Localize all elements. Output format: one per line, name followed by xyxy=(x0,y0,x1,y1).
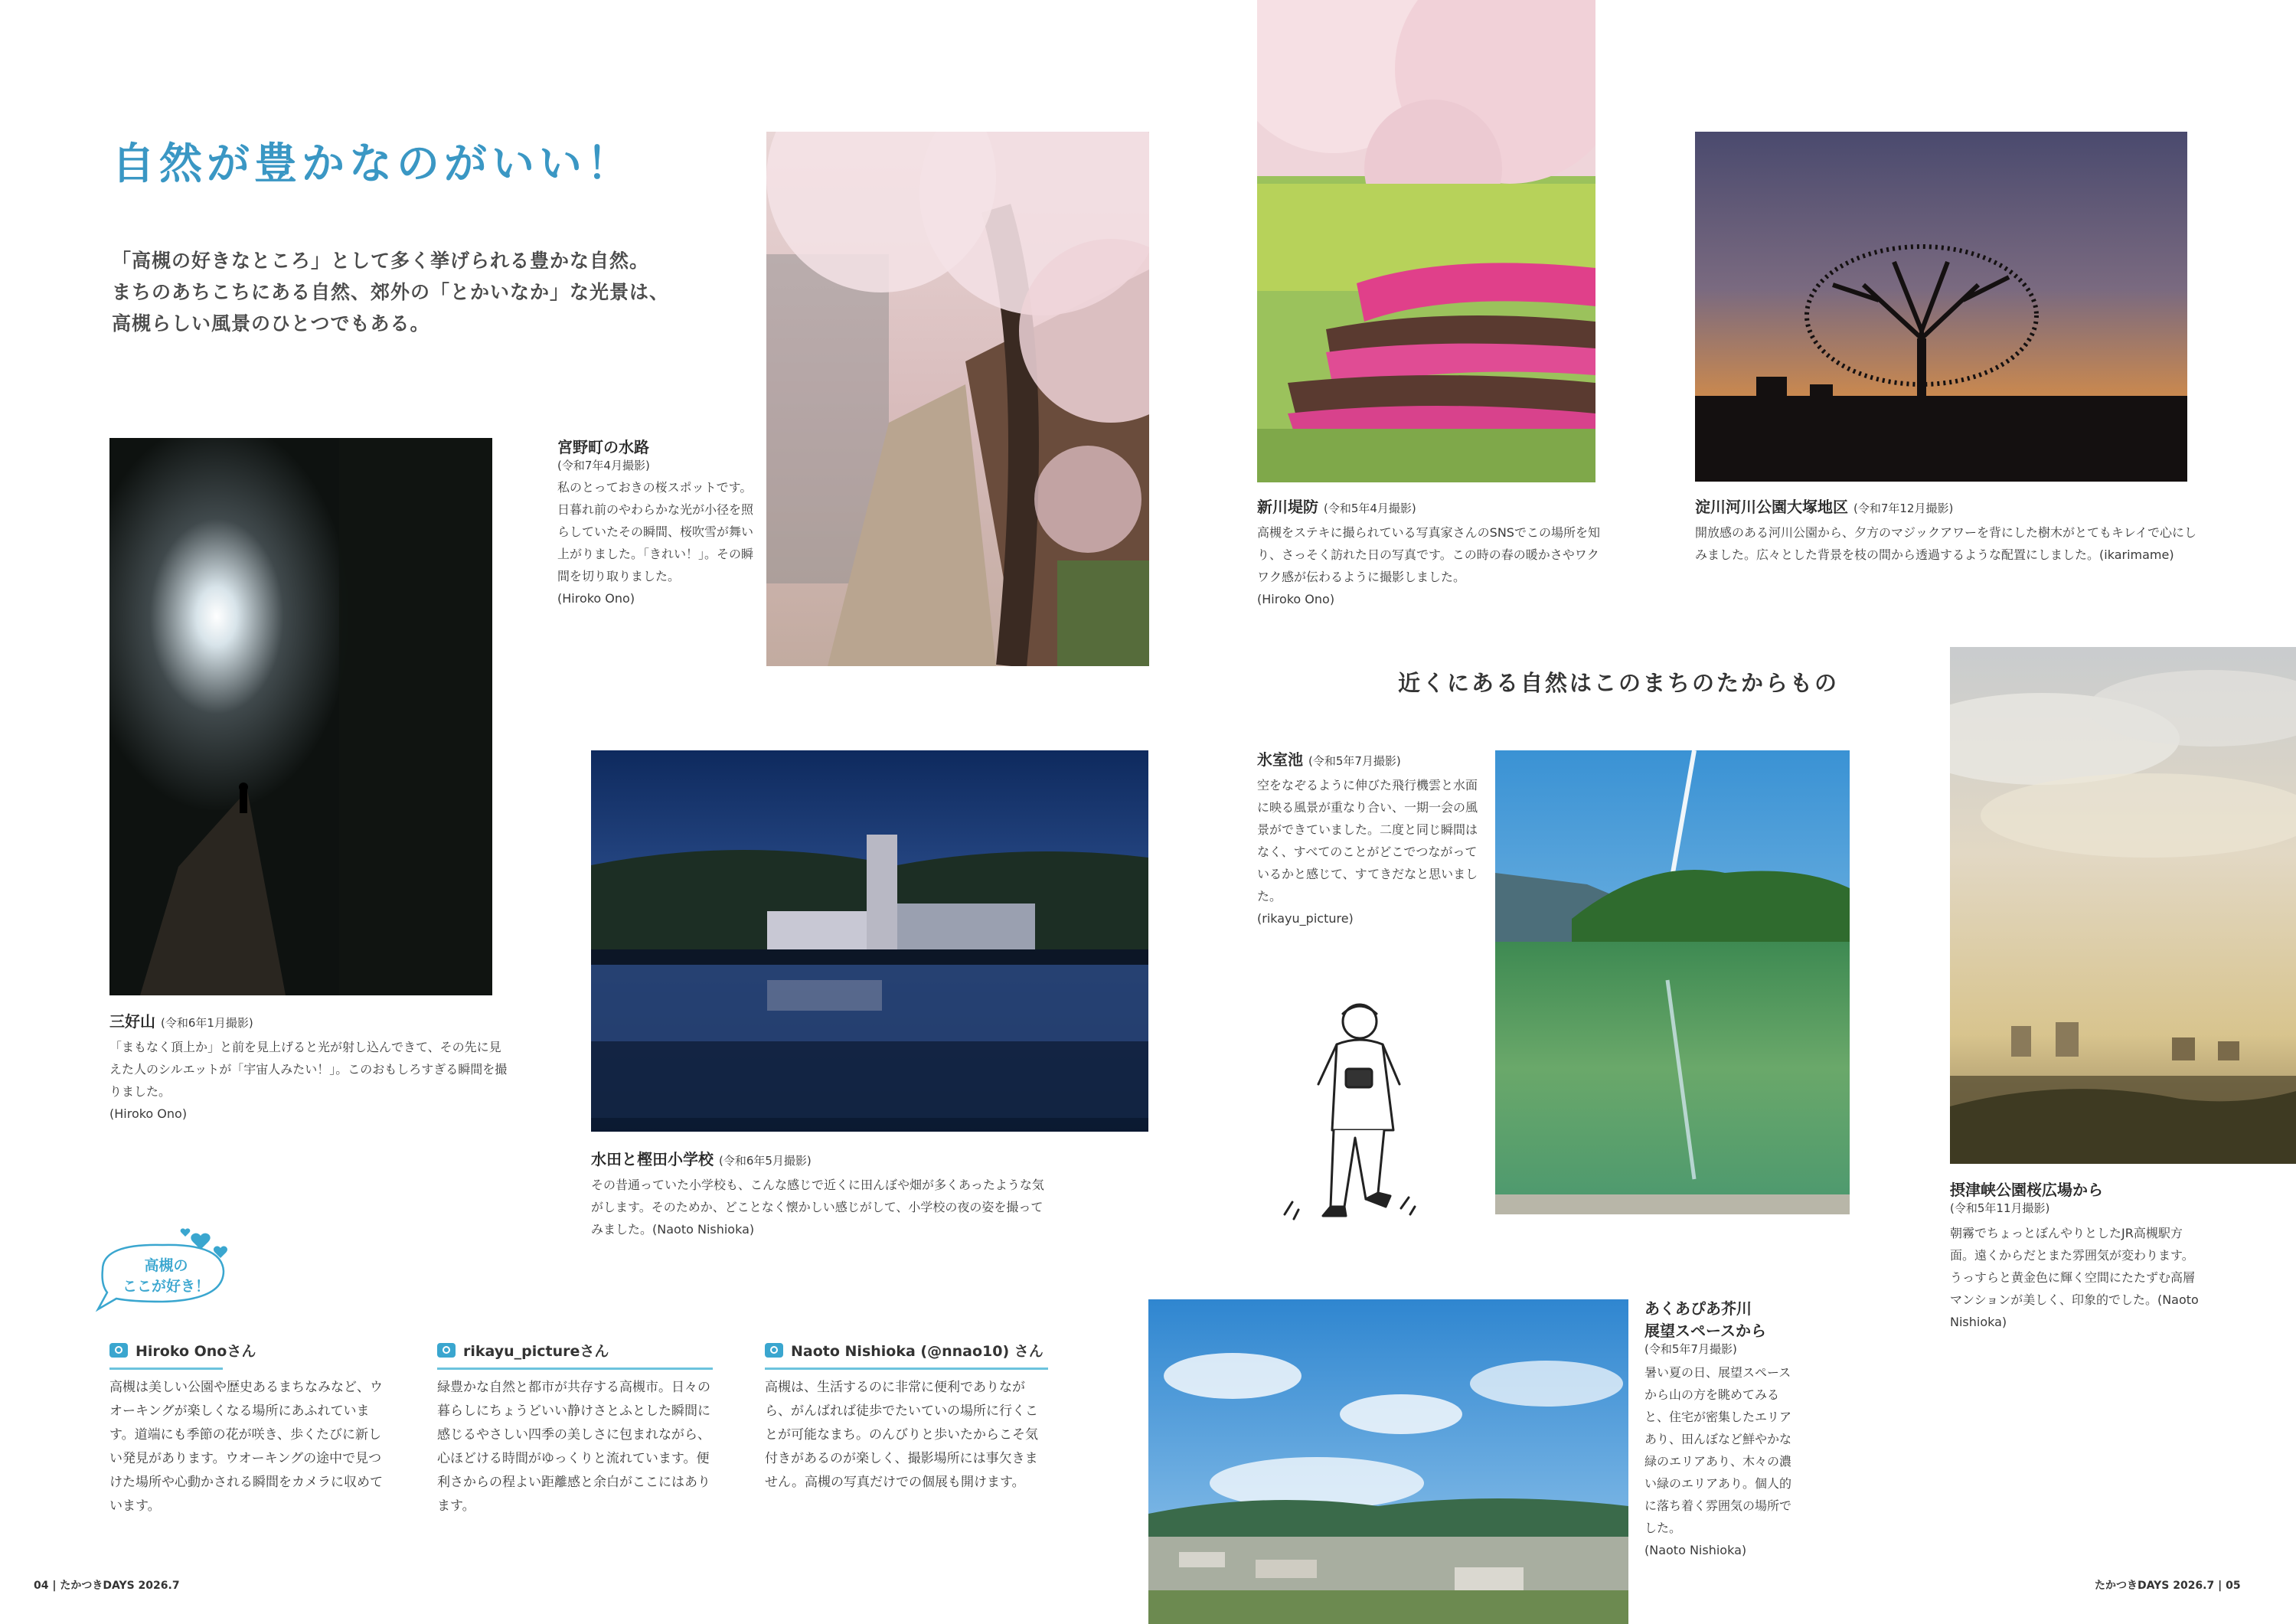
section-subhead: 近くにある自然はこのまちのたからもの xyxy=(1398,670,1840,696)
caption-credit: (rikayu_picture) xyxy=(1257,911,1354,926)
caption-settsukyo xyxy=(1950,1178,2203,1333)
camera-icon xyxy=(765,1343,783,1358)
caption-title-text: 水田と樫田小学校 xyxy=(591,1150,714,1168)
caption-himuro xyxy=(1257,747,1487,930)
caption-date: (令和6年5月撮影) xyxy=(718,1154,812,1168)
caption-title xyxy=(109,1009,508,1031)
caption-title xyxy=(1257,747,1487,770)
caption-title-text: 新川堤防 xyxy=(1257,498,1318,516)
user-heading xyxy=(437,1340,720,1361)
caption-credit: (ikarimame) xyxy=(2099,547,2174,562)
caption-body: 「まもなく頂上か」と前を見上げると光が射し込んできて、その先に見えた人のシルエットが「宇宙人みたい！」。このおもしろすぎる瞬間を撮りました。 xyxy=(109,1040,508,1099)
caption-body: 暑い夏の日、展望スペースから山の方を眺めてみると、住宅が密集したエリアあり、田んぼなど鮮やかな緑のエリアあり、木々の濃い緑のエリアあり。個人的に落ち着く雰囲気の場所でした。 xyxy=(1644,1365,1792,1535)
caption-title-text: 淀川河川公園大塚地区 xyxy=(1695,498,1848,516)
photographer-illustration xyxy=(1263,992,1424,1230)
lead-line: 高槻らしい風景のひとつでもある。 xyxy=(112,312,430,335)
caption-credit: (Hiroko Ono) xyxy=(1257,592,1335,606)
caption-credit: (Hiroko Ono) xyxy=(557,591,635,606)
caption-date: (令和5年11月撮影) xyxy=(1950,1201,2050,1215)
caption-body: 私のとっておきの桜スポットです。日暮れ前のやわらかな光が小径を照らしていたその瞬間、桜吹雪が舞い上がりました。「きれい！」。その瞬間を切り取りました。 xyxy=(557,480,754,583)
caption-date: (令和7年4月撮影) xyxy=(557,459,650,472)
caption-shinkawa xyxy=(1257,495,1609,610)
caption-title xyxy=(1695,495,2200,517)
photo-miyano-cherry-path xyxy=(766,132,1149,666)
user-name: rikayu_pictureさん xyxy=(463,1343,609,1360)
user-body: 緑豊かな自然と都市が共存する高槻市。日々の暮らしにちょうどいい静けさとふとした瞬間に感じるやさしい四季の美しさに包まれながら、心ほどける時間がゆっくりと流れています。便利さからの程よい距離感と余白がここにはあります。 xyxy=(437,1380,710,1514)
caption-title: あくあぴあ芥川 xyxy=(1644,1299,1752,1318)
caption-akuapia xyxy=(1644,1296,1798,1561)
caption-yodogawa xyxy=(1695,495,2200,566)
user-name: Naoto Nishioka (@nnao10) さん xyxy=(791,1343,1043,1360)
caption-miyoshi xyxy=(109,1009,508,1125)
user-column-hiroko xyxy=(109,1340,393,1518)
caption-body xyxy=(591,1174,1050,1240)
photo-kashida-school-night xyxy=(591,750,1148,1132)
user-body: 高槻は、生活するのに非常に便利でありながら、がんばれば徒歩でたいていの場所に行くことが可能なまち。のんびりと歩いたからこそ気付きがあるのが楽しく、撮影場所には事欠きません。高槻の写真だけでの個展も開けます。 xyxy=(765,1380,1038,1490)
caption-date: (令和6年1月撮影) xyxy=(160,1016,253,1030)
caption-date: (令和5年7月撮影) xyxy=(1644,1342,1737,1356)
user-underline xyxy=(765,1367,1048,1370)
caption-body: 高槻をステキに撮られている写真家さんのSNSでこの場所を知り、さっそく訪れた日の写真です。この時の春の暖かさやワクワク感が伝わるように撮影しました。 xyxy=(1257,525,1600,584)
caption-credit: (Naoto Nishioka) xyxy=(1950,1292,2199,1329)
caption-title: 宮野町の水路 xyxy=(557,438,649,456)
camera-icon xyxy=(437,1343,456,1358)
user-underline xyxy=(437,1367,713,1370)
badge-line2: ここが好き！ xyxy=(122,1278,210,1295)
photo-yodogawa-sunset-tree xyxy=(1695,132,2187,482)
caption-title-line2: 展望スペースから xyxy=(1644,1322,1766,1340)
folio-left: 04 | たかつきDAYS 2026.7 xyxy=(34,1580,180,1592)
caption-body-text: 朝霧でちょっとぼんやりとしたJR高槻駅方面。遠くからだとまた雰囲気が変わります。うっすらと黄金色に輝く空間にたたずむ高層マンションが美しく、印象的でした。 xyxy=(1950,1226,2196,1307)
caption-body-text: その昔通っていた小学校も、こんな感じで近くに田んぼや畑が多くあったような気がします。そのためか、どことなく懐かしい感じがして、小学校の夜の姿を撮ってみました。 xyxy=(591,1178,1044,1237)
caption-title xyxy=(591,1147,1158,1169)
caption-title-text: 三好山 xyxy=(109,1012,155,1031)
user-heading xyxy=(765,1340,1056,1361)
badge-line1: 高槻の xyxy=(144,1257,188,1274)
photo-akuapia-panorama xyxy=(1148,1299,1628,1624)
photo-miyoshiyama-forest xyxy=(109,438,492,995)
caption-credit: (Hiroko Ono) xyxy=(109,1106,188,1121)
camera-icon xyxy=(109,1343,128,1358)
caption-credit: (Naoto Nishioka) xyxy=(1644,1543,1747,1557)
caption-body: 空をなぞるように伸びた飛行機雲と水面に映る風景が重なり合い、一期一会の風景ができていました。二度と同じ瞬間はなく、すべてのことがどこでつながっているかと感じて、すてきだなと思いました。 xyxy=(1257,778,1478,903)
caption-title xyxy=(1257,495,1609,517)
folio-right: たかつきDAYS 2026.7 | 05 xyxy=(2095,1580,2241,1592)
caption-title: 摂津峡公園桜広場から xyxy=(1950,1181,2103,1199)
caption-miyano xyxy=(557,435,756,609)
badge-text xyxy=(109,1256,224,1297)
lead-text xyxy=(112,245,694,339)
badge-takatsuki-love xyxy=(86,1225,239,1315)
caption-date: (令和7年12月撮影) xyxy=(1853,502,1954,515)
photo-himuro-pond xyxy=(1495,750,1850,1214)
user-heading xyxy=(109,1340,393,1361)
caption-title-text: 氷室池 xyxy=(1257,750,1303,769)
user-name: Hiroko Onoさん xyxy=(136,1343,256,1360)
user-underline xyxy=(109,1367,223,1370)
photo-shinkawa-embankment xyxy=(1257,0,1595,482)
photo-settsukyo-misty-city xyxy=(1950,647,2296,1164)
caption-body xyxy=(1695,521,2200,566)
user-column-naoto xyxy=(765,1340,1056,1495)
caption-date: (令和5年7月撮影) xyxy=(1308,754,1401,768)
lead-line: まちのあちこちにある自然、郊外の「とかいなか」な光景は、 xyxy=(112,281,670,303)
caption-body xyxy=(1950,1222,2203,1333)
caption-date: (令和5年4月撮影) xyxy=(1323,502,1416,515)
caption-body-text: 開放感のある河川公園から、夕方のマジックアワーを背にした樹木がとてもキレイで心にしみました。広々とした背景を枝の間から透過するような配置にしました。 xyxy=(1695,525,2197,562)
page-title: 自然が豊かなのがいい！ xyxy=(112,139,634,189)
caption-credit: (Naoto Nishioka) xyxy=(652,1222,755,1237)
user-body: 高槻は美しい公園や歴史あるまちなみなど、ウオーキングが楽しくなる場所にあふれています。道端にも季節の花が咲き、歩くたびに新しい発見があります。ウオーキングの途中で見つけた場所や心動かされる瞬間をカメラに収めています。 xyxy=(109,1380,383,1514)
user-column-rikayu xyxy=(437,1340,720,1518)
caption-kashida xyxy=(591,1147,1158,1240)
lead-line: 「高槻の好きなところ」として多く挙げられる豊かな自然。 xyxy=(112,250,650,272)
